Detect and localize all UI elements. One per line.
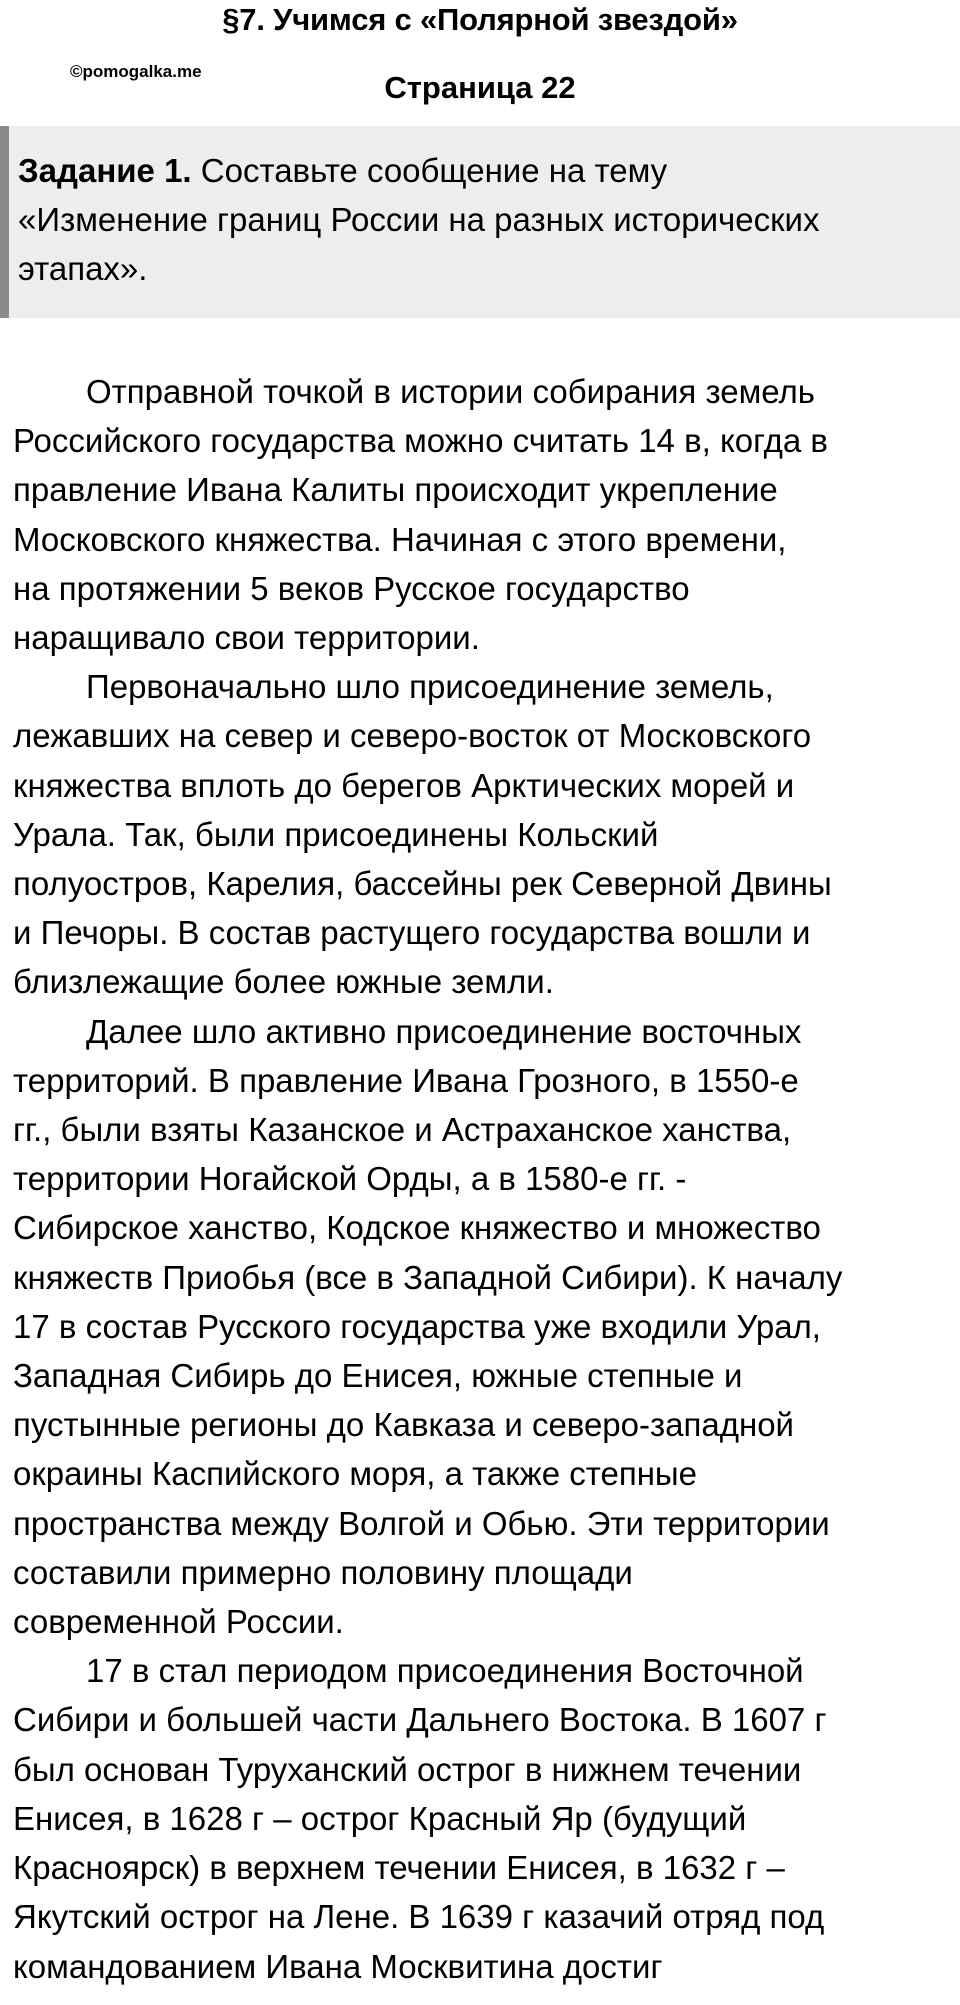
text-line: был основан Туруханский острог в нижнем течении [13, 1750, 802, 1788]
text-line: 17 в состав Русского государства уже входили Урал, [13, 1307, 821, 1345]
task-label: Задание 1. [18, 152, 192, 189]
paragraph-4 [13, 1646, 953, 1990]
task-line: этапах». [18, 250, 148, 287]
watermark: ©pomogalka.me [70, 62, 202, 81]
answer-text [13, 367, 953, 1991]
task-text: Составьте сообщение на тему [200, 152, 668, 189]
text-line: Сибири и большей части Дальнего Востока. В 1607 г [13, 1701, 827, 1739]
text-line: на протяжении 5 веков Русское государство [13, 569, 690, 607]
text-line: Первоначально шло присоединение земель, [86, 668, 774, 706]
text-line: княжества вплоть до берегов Арктических морей и [13, 766, 795, 804]
page-title: §7. Учимся с «Полярной звездой» [222, 2, 738, 37]
text-line: 17 в стал периодом присоединения Восточной [86, 1652, 804, 1690]
text-line: пространства между Волгой и Обью. Эти территории [13, 1504, 830, 1542]
text-line: территорий. В правление Ивана Грозного, в 1550-е [13, 1061, 799, 1099]
paragraph-2 [13, 662, 953, 1006]
task-line [18, 146, 952, 195]
text-line: пустынные регионы до Кавказа и северо-западной [13, 1406, 794, 1444]
text-line: окраины Каспийского моря, а также степные [13, 1455, 697, 1493]
text-line: Далее шло активно присоединение восточных [86, 1012, 802, 1050]
paragraph-1 [13, 367, 953, 662]
paragraph-3 [13, 1007, 953, 1647]
text-line: Красноярск) в верхнем течении Енисея, в 1632 г – [13, 1849, 785, 1887]
text-line: современной России. [13, 1603, 344, 1641]
text-line: Якутский острог на Лене. В 1639 г казачий отряд под [13, 1898, 825, 1936]
text-line: Сибирское ханство, Кодское княжество и множество [13, 1209, 821, 1247]
page-number-heading: Страница 22 [384, 70, 576, 105]
text-line: Енисея, в 1628 г – острог Красный Яр (будущий [13, 1799, 747, 1837]
text-line: полуостров, Карелия, бассейны рек Северной Двины [13, 865, 832, 903]
text-line: Западная Сибирь до Енисея, южные степные и [13, 1357, 743, 1395]
text-line: лежавших на север и северо-восток от Московского [13, 717, 812, 755]
text-line: правление Ивана Калиты происходит укрепление [13, 471, 778, 509]
text-line: наращивало свои территории. [13, 619, 480, 657]
text-line: Российского государства можно считать 14 в, когда в [13, 422, 828, 460]
text-line: территории Ногайской Орды, а в 1580-е гг. - [13, 1160, 687, 1198]
text-line: гг., были взяты Казанское и Астраханское ханства, [13, 1111, 792, 1149]
text-line: командованием Ивана Москвитина достиг [13, 1947, 663, 1985]
task-line: «Изменение границ России на разных исторических [18, 201, 820, 238]
text-line: и Печоры. В состав растущего государства вошли и [13, 914, 811, 952]
text-line: составили примерно половину площади [13, 1553, 633, 1591]
text-line: княжеств Приобья (все в Западной Сибири). К началу [13, 1258, 843, 1296]
text-line: Московского княжества. Начиная с этого времени, [13, 520, 787, 558]
text-line: близлежащие более южные земли. [13, 963, 554, 1001]
text-line: Урала. Так, были присоединены Кольский [13, 815, 659, 853]
task-box [0, 126, 960, 318]
text-line: Отправной точкой в истории собирания земель [86, 373, 815, 410]
